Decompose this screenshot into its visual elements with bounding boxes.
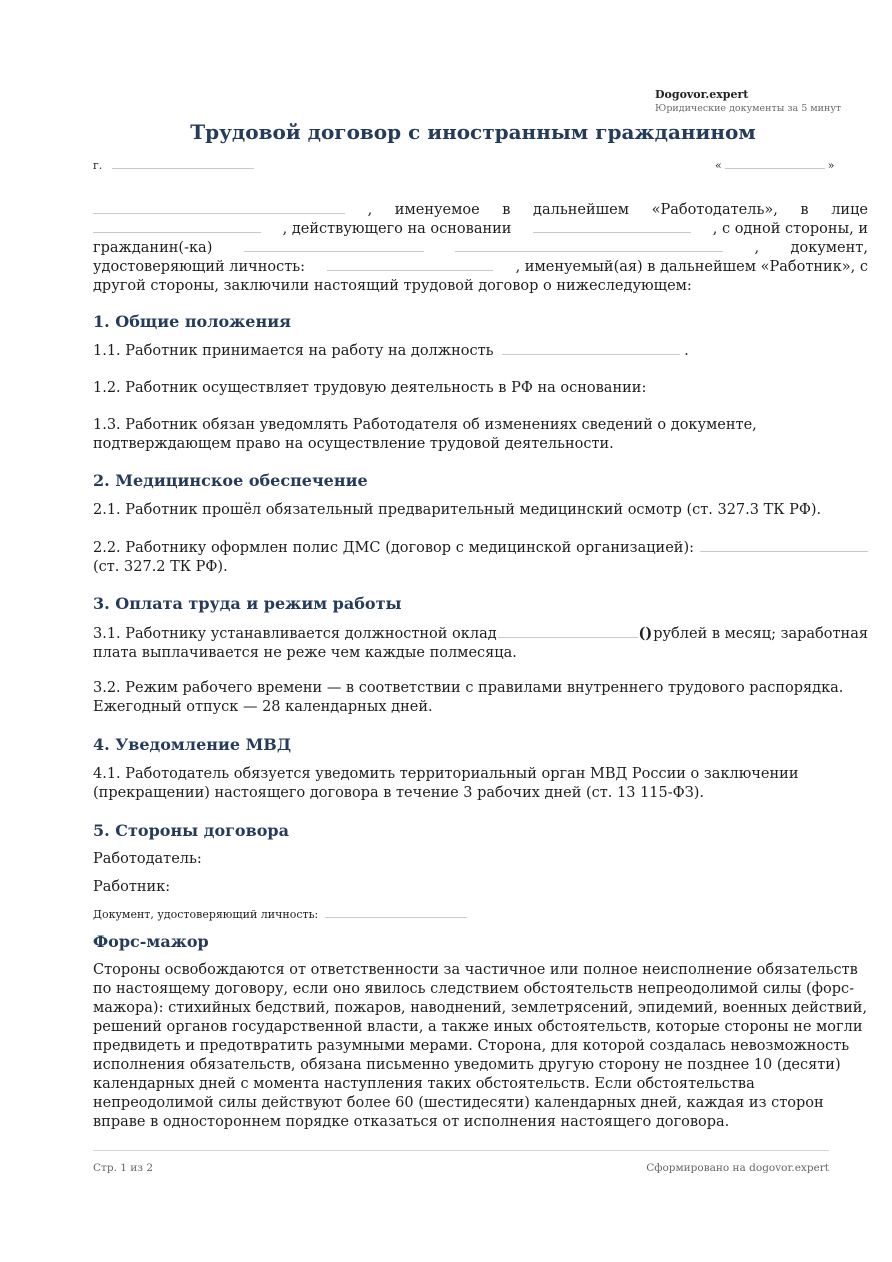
preamble-text: документ, <box>790 240 868 256</box>
preamble-text: гражданин(-ка) <box>93 240 213 256</box>
date-field <box>715 156 834 172</box>
city-blank <box>112 156 254 169</box>
salary-words: () <box>638 625 653 642</box>
preamble-text: , с одной стороны, и <box>712 221 868 237</box>
citizen-name-blank <box>244 239 424 252</box>
position-blank <box>502 342 680 355</box>
clause-text: 2.2. Работнику оформлен полис ДМС (договор с медицинской организацией): <box>93 540 694 556</box>
preamble-text: удостоверяющий личность: <box>93 259 306 275</box>
clause-4-1: 4.1. Работодатель обязуется уведомить территориальный орган МВД России о заключении (прекращении) настоящего договора в течение 3 рабочих дней (ст. 13 115-ФЗ). <box>93 766 799 801</box>
id-document-blank <box>327 258 493 271</box>
date-open-quote: « <box>715 159 722 172</box>
brand-tagline: Юридические документы за 5 минут <box>655 103 842 114</box>
preamble-word: именуемое <box>394 202 480 218</box>
representative-blank <box>93 220 261 233</box>
date-blank <box>725 156 825 169</box>
clause-3-1 <box>93 624 868 663</box>
preamble-line-4 <box>93 258 868 277</box>
id-document-label: Документ, удостоверяющий личность: <box>93 908 319 921</box>
clause-text: 1.1. Работник принимается на работу на должность <box>93 343 494 359</box>
page-number: Стр. 1 из 2 <box>93 1162 154 1174</box>
section-1-title: 1. Общие положения <box>93 312 291 331</box>
section-2-title: 2. Медицинское обеспечение <box>93 471 368 490</box>
preamble-line-2 <box>93 220 868 239</box>
signature-id-blank <box>325 905 467 918</box>
clause-text: 3.1. Работнику устанавливается должностной оклад <box>93 626 497 642</box>
section-4-title: 4. Уведомление МВД <box>93 735 292 754</box>
preamble-text: , действующего на основании <box>282 221 512 237</box>
brand-name: Dogovor.expert <box>655 88 749 101</box>
preamble-line-1 <box>93 201 868 220</box>
generated-by: Сформировано на dogovor.expert <box>646 1162 829 1174</box>
preamble-word: дальнейшем <box>533 202 629 218</box>
clause-text: . <box>684 343 689 359</box>
preamble-text: , <box>367 202 373 218</box>
clause-1-3: 1.3. Работник обязан уведомлять Работодателя об изменениях сведений о документе, подтверждающем право на осуществление трудовой деятельности. <box>93 417 757 452</box>
clause-1-2: 1.2. Работник осуществляет трудовую деятельность в РФ на основании: <box>93 380 647 396</box>
clause-text: плата выплачивается не реже чем каждые полмесяца. <box>93 645 517 661</box>
basis-blank <box>533 220 691 233</box>
salary-blank <box>498 625 638 638</box>
employer-label: Работодатель: <box>93 851 202 867</box>
brand-block <box>655 88 841 116</box>
preamble-word: в <box>502 202 511 218</box>
id-document-field <box>93 905 868 924</box>
city-field <box>93 156 254 172</box>
document-title: Трудовой договор с иностранным гражданином <box>190 120 756 144</box>
clause-text: рублей в месяц; заработная <box>653 626 868 642</box>
section-5-title: 5. Стороны договора <box>93 821 289 840</box>
clause-2-2 <box>93 539 868 577</box>
preamble-word: лице <box>831 202 868 218</box>
preamble-line-3 <box>93 239 868 258</box>
preamble-text: , <box>754 240 760 256</box>
force-majeure-title: Форс-мажор <box>93 932 209 951</box>
employer-name-blank <box>93 201 345 214</box>
force-majeure-text: Стороны освобождаются от ответственности за частичное или полное неисполнение обязательств по настоящему договору, если оно явилось следствием обстоятельств непреодолимой силы (форс-мажора): стихийных бедствий, пожаров, наводнений, землетрясений, эпидемий, военных действий, решений органов государственной власти, а также иных обстоятельств, которые стороны не могли предвидеть и предотвратить разумными мерами. Сторона, для которой создалась невозможность исполнения обязательств, обязана письменно уведомить другую сторону не позднее 10 (десяти) календарных дней с момента наступления таких обстоятельств. Если обстоятельства непреодолимой силы действуют более 60 (шестидесяти) календарных дней, каждая из сторон вправе в одностороннем порядке отказаться от исполнения настоящего договора. <box>93 962 868 1130</box>
preamble-word: «Работодатель», <box>651 202 778 218</box>
footer-divider <box>93 1150 829 1151</box>
clause-2-1: 2.1. Работник прошёл обязательный предварительный медицинский осмотр (ст. 327.3 ТК РФ). <box>93 502 822 518</box>
preamble <box>93 201 868 296</box>
employee-label: Работник: <box>93 879 171 895</box>
city-prefix: г. <box>93 159 103 172</box>
date-close-quote: » <box>827 159 835 172</box>
clause-text: (ст. 327.2 ТК РФ). <box>93 559 228 575</box>
citizenship-blank <box>455 239 723 252</box>
clause-1-1 <box>93 342 868 361</box>
preamble-line-5: другой стороны, заключили настоящий трудовой договор о нижеследующем: <box>93 278 692 294</box>
preamble-word: в <box>800 202 809 218</box>
clause-3-2: 3.2. Режим рабочего времени — в соответствии с правилами внутреннего трудового распорядка. Ежегодный отпуск — 28 календарных дней. <box>93 680 844 715</box>
preamble-text: , именуемый(ая) в дальнейшем «Работник», с <box>515 259 868 275</box>
section-3-title: 3. Оплата труда и режим работы <box>93 594 402 613</box>
dms-policy-blank <box>700 539 868 552</box>
